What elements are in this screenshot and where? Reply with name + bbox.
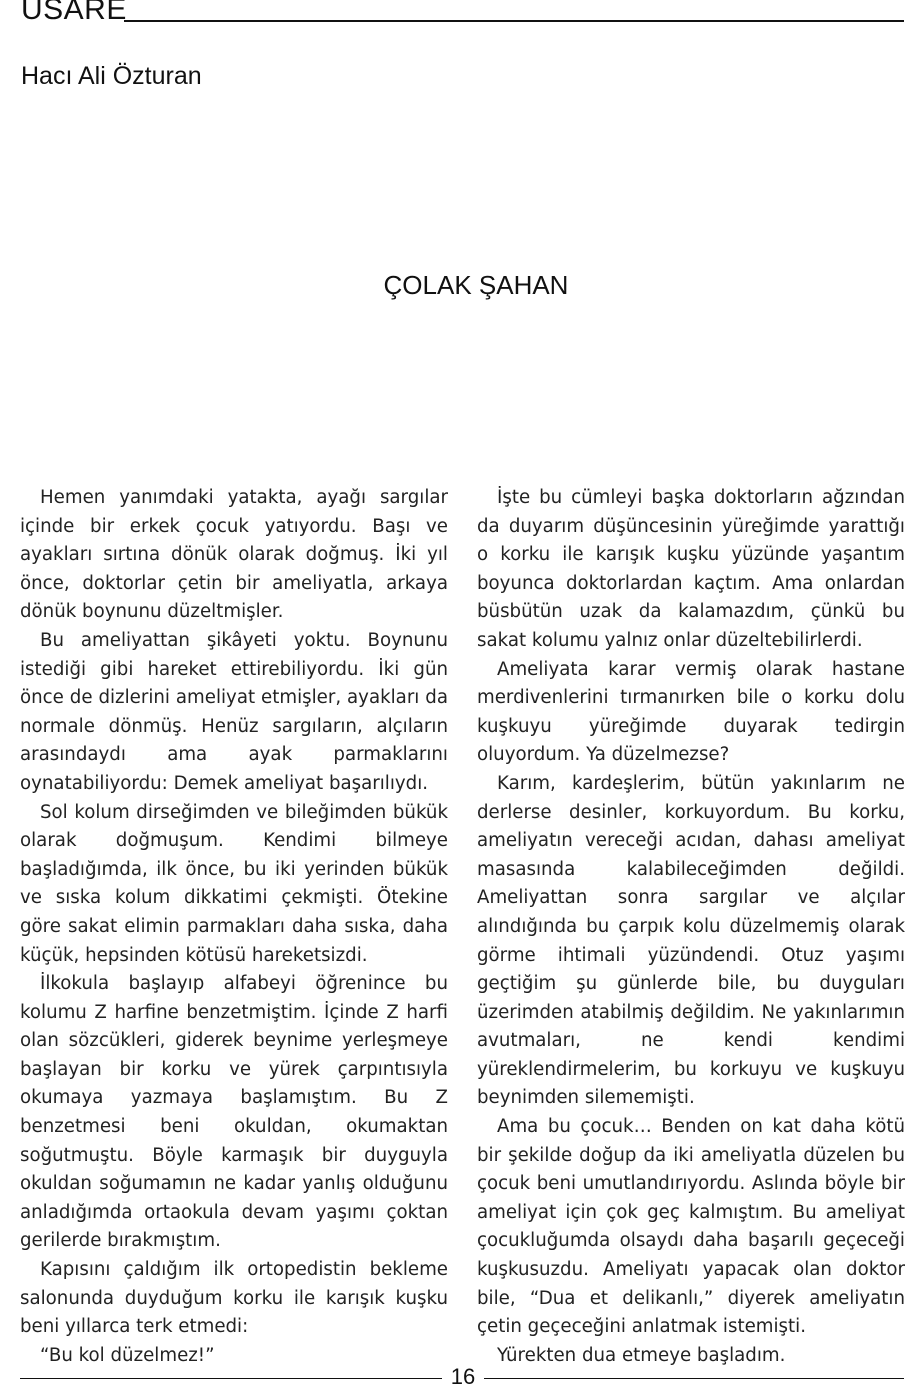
paragraph: Kapısını çaldığım ilk ortopedistin bekleme salonunda duyduğum korku ile karışık kuşku beni yıllarca terk etmedi: [20, 1259, 448, 1338]
paragraph: Bu ameliyattan şikâyeti yoktu. Boynunu istediği gibi hareket ettirebiliyordu. İki gün önce de dizlerini ameliyat etmişler, ayakları da normale dönmüş. Henüz sargıların, alçıların arasındaydı ama ayak parmaklarını oynatabiliyordu: Demek ameliyat başarılıydı. [20, 629, 448, 794]
paragraph: İlkokula başlayıp alfabeyi öğrenince bu kolumu Z harfine benzetmiştim. İçinde Z harfi olan sözcükleri, giderek beynime yerleşmeye başlayan bir korku ve yürek çarpıntısıyla okumaya yazmaya başlamıştım. Bu Z benzetmesi beni okuldan, okumaktan soğutmuştu. Böyle karmaşık bir duyguyla okuldan soğumamın ne kadar yanlış olduğunu anladığımda ortaokula devam yaşımı çoktan gerilerde bırakmıştım. [20, 973, 448, 1252]
header-rule [124, 20, 904, 22]
footer-rule-left [20, 1378, 442, 1379]
paragraph: Yürekten dua etmeye başladım. [497, 1344, 786, 1366]
paragraph: Ameliyata karar vermiş olarak hastane merdivenlerini tırmanırken bile o korku dolu kuşkuyu yüreğimde duyarak tedirgin oluyordum. Ya düzelmezse? [477, 658, 905, 766]
text-column-left [20, 484, 448, 1370]
paragraph: Sol kolum dirseğimden ve bileğimden bükük olarak doğmuşum. Kendimi bilmeye başladığımda, ilk önce, bu iki yerinden bükük ve sıska kolum dikkatimi çekmişti. Ötekine göre sakat elimin parmakları daha sıska, daha küçük, hepsinden kötüsü hareketsizdi. [20, 801, 448, 966]
paragraph: Ama bu çocuk… Benden on kat daha kötü bir şekilde doğup da iki ameliyatla düzelen bu çocuk beni umutlandırıyordu. Aslında böyle bir ameliyat için çok geç kalmıştım. Bu ameliyat çocukluğumda olsaydı daha başarılı geçeceği kuşkusuzdu. Ameliyatı yapacak olan doktor bile, “Dua et delikanlı,” diyerek ameliyatın çetin geçeceğini anlatmak istemişti. [477, 1116, 905, 1338]
paragraph: İşte bu cümleyi başka doktorların ağzından da duyarım düşüncesinin yüreğimde yarattığı o korku ile karışık kuşku yüzünde yaşantım boyunca doktorlardan kaçtım. Ama onlardan büsbütün uzak da kalamazdım, çünkü bu sakat kolumu yalnız onlar düzeltebilirlerdi. [477, 487, 905, 651]
author-name: Hacı Ali Özturan [21, 62, 202, 90]
footer-rule-right [484, 1378, 904, 1379]
paragraph: “Bu kol düzelmez!” [40, 1344, 215, 1366]
story-title: ÇOLAK ŞAHAN [383, 270, 569, 300]
paragraph: Hemen yanımdaki yatakta, ayağı sargılar içinde bir erkek çocuk yatıyordu. Başı ve ayakları sırtına dönük olarak doğmuş. İki yıl önce, doktorlar çetin bir ameliyatla, arkaya dönük boynunu düzeltmişler. [20, 487, 448, 623]
paragraph: Karım, kardeşlerim, bütün yakınlarım ne derlerse desinler, korkuyordum. Bu korku, ameliyatın vereceği acıdan, dahası ameliyat masasında kalabileceğimden değildi. Ameliyattan sonra sargılar ve alçılar alındığında bu çarpık kolu düzelmemiş olarak görme ihtimali yüzündendi. Otuz yaşımı geçtiğim şu günlerde bile, bu duyguları üzerimden atabilmiş değildim. Ne yakınlarımın avutmaları, ne kendi kendimi yüreklendirmelerim, bu korkuyu ve kuşkuyu beynimden silememişti. [477, 772, 905, 1109]
text-column-right [477, 484, 905, 1370]
magazine-brand: USARE [21, 0, 127, 26]
page-number: 16 [450, 1364, 476, 1389]
